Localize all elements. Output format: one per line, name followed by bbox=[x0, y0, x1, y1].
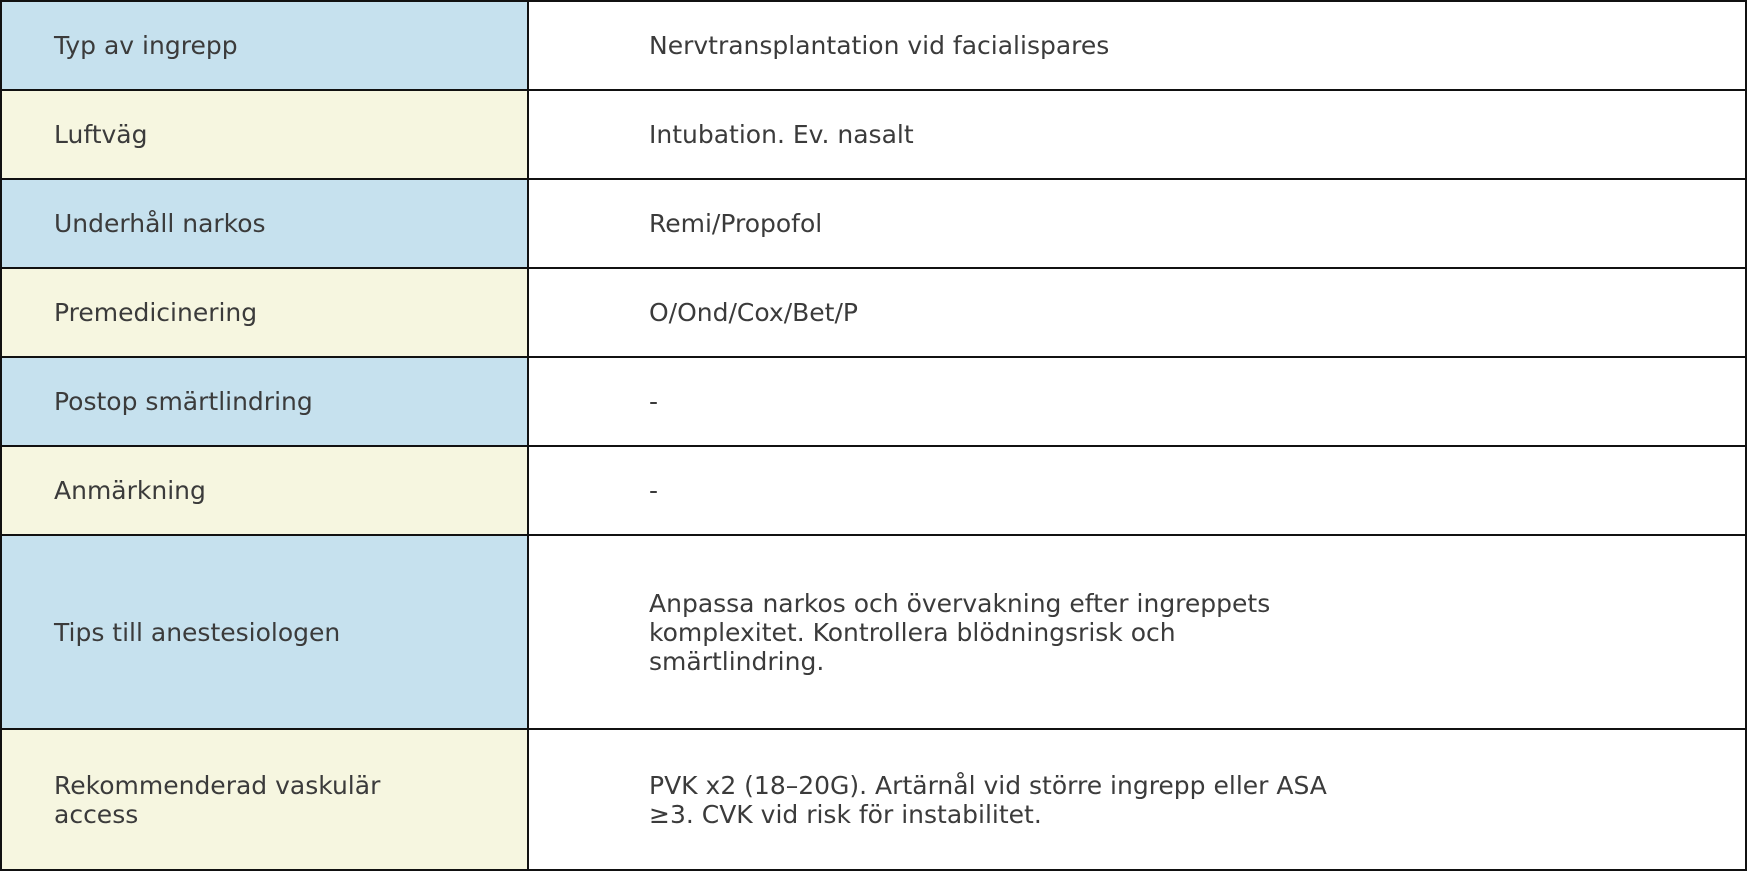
row-value-text: Nervtransplantation vid facialispares bbox=[649, 31, 1110, 60]
row-value bbox=[528, 729, 1746, 870]
table-row bbox=[1, 446, 1746, 535]
table-row bbox=[1, 535, 1746, 729]
row-value-text: - bbox=[649, 387, 659, 416]
row-value-text: Anpassa narkos och övervakning efter ingreppets komplexitet. Kontrollera blödningsrisk och smärtlindring. bbox=[649, 588, 1271, 676]
row-value-text: Intubation. Ev. nasalt bbox=[649, 120, 914, 149]
row-value bbox=[528, 268, 1746, 357]
table-row bbox=[1, 1, 1746, 90]
row-value-text: - bbox=[649, 476, 659, 505]
row-label: Postop smärtlindring bbox=[1, 357, 528, 446]
row-value bbox=[528, 357, 1746, 446]
row-label: Underhåll narkos bbox=[1, 179, 528, 268]
row-label: Anmärkning bbox=[1, 446, 528, 535]
row-value-text: O/Ond/Cox/Bet/P bbox=[649, 298, 858, 327]
row-value bbox=[528, 90, 1746, 179]
row-value-text: PVK x2 (18–20G). Artärnål vid större ingrepp eller ASA ≥3. CVK vid risk för instabilitet. bbox=[649, 770, 1327, 829]
table-row bbox=[1, 357, 1746, 446]
row-label: Typ av ingrepp bbox=[1, 1, 528, 90]
row-label: Premedicinering bbox=[1, 268, 528, 357]
row-value bbox=[528, 179, 1746, 268]
row-value-text: Remi/Propofol bbox=[649, 209, 823, 238]
row-value bbox=[528, 1, 1746, 90]
table-row bbox=[1, 729, 1746, 870]
row-label: Rekommenderad vaskulär access bbox=[1, 729, 528, 870]
table-row bbox=[1, 90, 1746, 179]
table-row bbox=[1, 179, 1746, 268]
row-value bbox=[528, 535, 1746, 729]
row-value bbox=[528, 446, 1746, 535]
table-row bbox=[1, 268, 1746, 357]
row-label: Tips till anestesiologen bbox=[1, 535, 528, 729]
row-label: Luftväg bbox=[1, 90, 528, 179]
